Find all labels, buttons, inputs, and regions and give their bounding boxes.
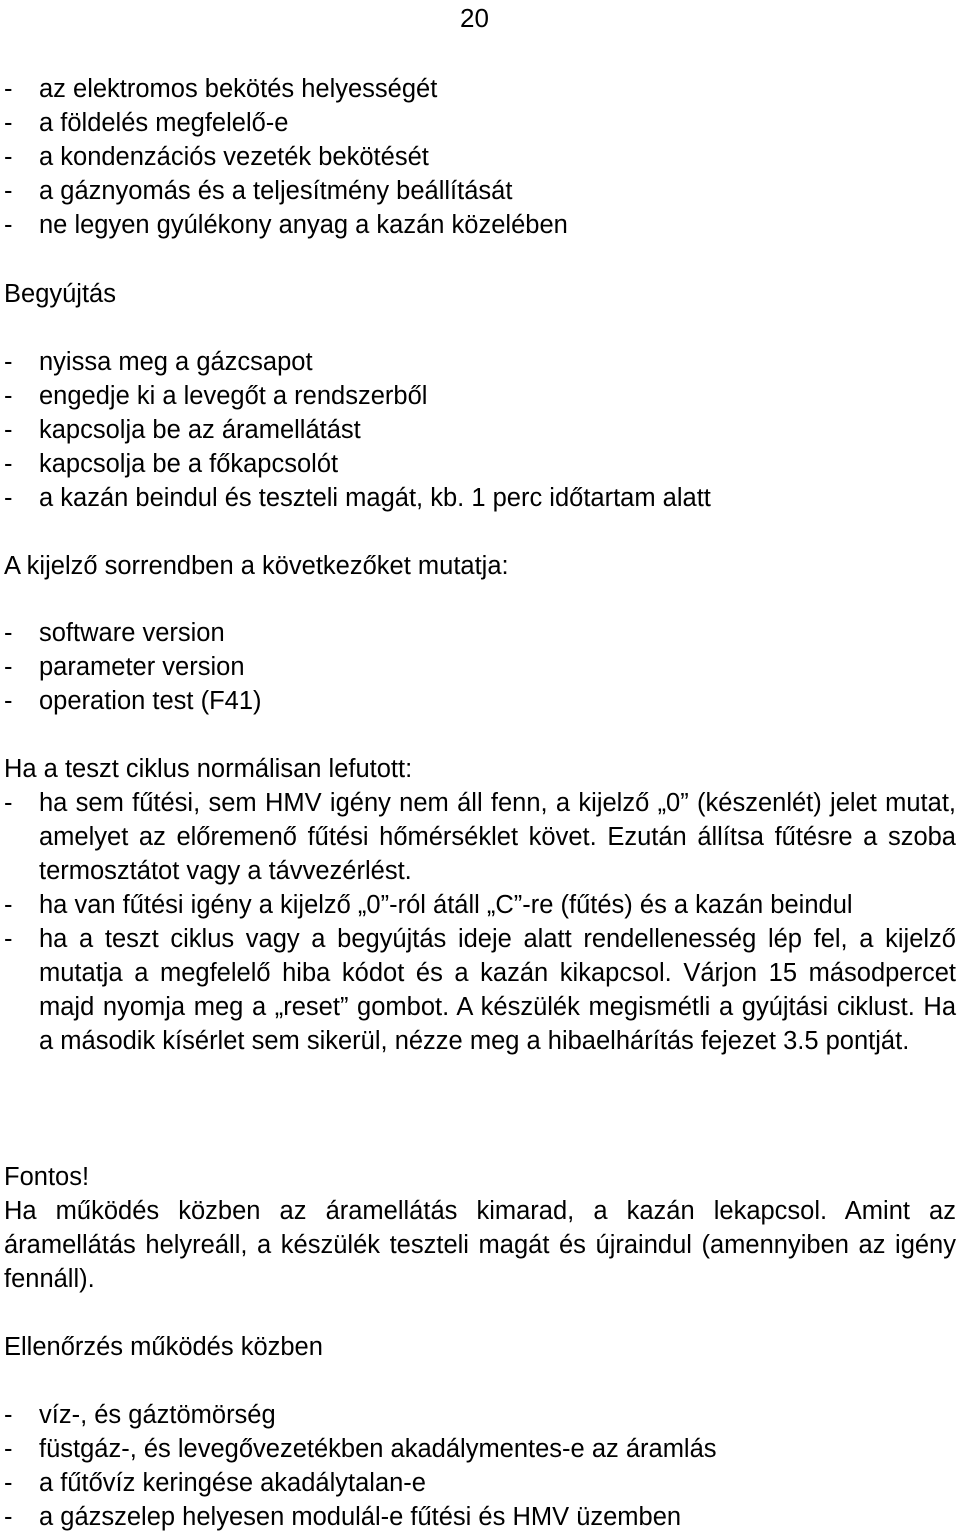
list-item: - ha van fűtési igény a kijelző „0”-ról átáll „C”-re (fűtés) és a kazán beindul bbox=[4, 891, 853, 919]
important-heading: Fontos! bbox=[4, 1163, 90, 1191]
list-item: - a gázszelep helyesen modulál-e fűtési és HMV üzemben bbox=[4, 1503, 682, 1531]
list-item: - füstgáz-, és levegővezetékben akadálymentes-e az áramlás bbox=[4, 1435, 717, 1463]
list-item: - az elektromos bekötés helyességét bbox=[4, 75, 438, 103]
list-item: - kapcsolja be a főkapcsolót bbox=[4, 450, 339, 478]
list-item: - software version bbox=[4, 619, 225, 647]
list-item: - parameter version bbox=[4, 653, 245, 681]
list-item: - víz-, és gáztömörség bbox=[4, 1401, 276, 1429]
list-item: - a gáznyomás és a teljesítmény beállítását bbox=[4, 177, 513, 205]
test-cycle-items bbox=[4, 786, 956, 1058]
list-item: - nyissa meg a gázcsapot bbox=[4, 348, 313, 376]
list-item: - a fűtővíz keringése akadálytalan-e bbox=[4, 1469, 426, 1497]
list-item: - engedje ki a levegőt a rendszerből bbox=[4, 382, 428, 410]
list-item: - kapcsolja be az áramellátást bbox=[4, 416, 361, 444]
list-item: - a kazán beindul és teszteli magát, kb. 1 perc időtartam alatt bbox=[4, 484, 711, 512]
test-cycle-intro: Ha a teszt ciklus normálisan lefutott: bbox=[4, 755, 413, 783]
operation-check-heading: Ellenőrzés működés közben bbox=[4, 1333, 323, 1361]
operation-check-items bbox=[4, 1398, 956, 1534]
pre-start-checklist bbox=[4, 72, 956, 242]
page-number: 20 bbox=[460, 3, 489, 33]
ignition-heading: Begyújtás bbox=[4, 280, 116, 308]
list-item: - ne legyen gyúlékony anyag a kazán közelében bbox=[4, 211, 568, 239]
list-item: - ha a teszt ciklus vagy a begyújtás ideje alatt rendellenesség lép fel, a kijelző mutatja a megfelelő hiba kódot és a kazán kikapcsol. Várjon 15 másodpercet majd nyomja meg a „reset” gombot. A készülék megismétli a gyújtási ciklust. Ha a második kísérlet sem sikerül, nézze meg a hibaelhárítás fejezet 3.5 pontját. bbox=[4, 925, 956, 1055]
list-item: - ha sem fűtési, sem HMV igény nem áll fenn, a kijelző „0” (készenlét) jelet mutat, amelyet az előremenő fűtési hőmérséklet követ. Ezután állítsa fűtésre a szoba termosztátot vagy a távvezérlést. bbox=[4, 789, 956, 885]
display-items bbox=[4, 616, 956, 718]
list-item: - a kondenzációs vezeték bekötését bbox=[4, 143, 429, 171]
display-intro: A kijelző sorrendben a következőket mutatja: bbox=[4, 552, 509, 580]
important-text: Ha működés közben az áramellátás kimarad, a kazán lekapcsol. Amint az áramellátás helyreáll, a készülék teszteli magát és újraindul (amennyiben az igény fennáll). bbox=[4, 1197, 956, 1293]
ignition-steps bbox=[4, 345, 956, 515]
list-item: - operation test (F41) bbox=[4, 687, 262, 715]
list-item: - a földelés megfelelő-e bbox=[4, 109, 289, 137]
